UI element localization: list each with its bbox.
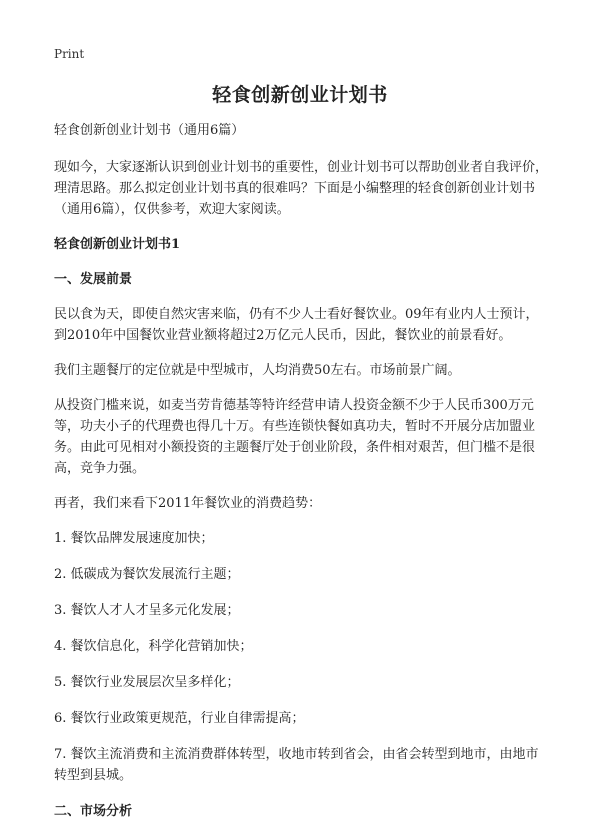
paragraph-4: 再者，我们来看下2011年餐饮业的消费趋势： — [54, 496, 322, 511]
list-item: 2. 低碳成为餐饮发展流行主题； — [54, 567, 240, 582]
list-item: 5. 餐饮行业发展层次呈多样化； — [54, 675, 240, 690]
part2-heading: 二、市场分析 — [54, 804, 133, 819]
list-item: 6. 餐饮行业政策更规范，行业自律需提高； — [54, 711, 305, 726]
list-item: 4. 餐饮信息化，科学化营销加快； — [54, 639, 253, 654]
list-item: 1. 餐饮品牌发展速度加快； — [54, 531, 214, 546]
page-title: 轻食创新创业计划书 — [212, 84, 388, 106]
list-item: 7. 餐饮主流消费和主流消费群体转型，收地市转到省会，由省会转型到地市，由地市转型到县城。 — [54, 747, 539, 783]
paragraph-2: 我们主题餐厅的定位就是中型城市，人均消费50左右。市场前景广阔。 — [54, 363, 461, 378]
part1-heading: 一、发展前景 — [54, 272, 133, 287]
paragraph-3: 从投资门槛来说，如麦当劳肯德基等特许经营申请人投资金额不少于人民币300万元等，功夫小子的代理费也得几十万。有些连锁快餐如真功夫，暂时不开展分店加盟业务。由此可见相对小额投资的主题餐厅处于创业阶段，条件相对艰苦，但门槛不是很高，竞争力强。 — [54, 398, 536, 476]
article-body — [54, 120, 548, 836]
print-link[interactable]: Print — [54, 47, 85, 61]
article-subtitle: 轻食创新创业计划书（通用6篇） — [54, 123, 245, 138]
section-heading: 轻食创新创业计划书1 — [54, 237, 181, 252]
list-item: 3. 餐饮人才人才呈多元化发展； — [54, 603, 240, 618]
intro-paragraph: 现如今，大家逐渐认识到创业计划书的重要性，创业计划书可以帮助创业者自我评价，理清思路。那么拟定创业计划书真的很难吗？下面是小编整理的轻食创新创业计划书（通用6篇），仅供参考，欢迎大家阅读。 — [54, 160, 549, 217]
paragraph-1: 民以食为天，即使自然灾害来临，仍有不少人士看好餐饮业。09年有业内人士预计，到2010年中国餐饮业营业额将超过2万亿元人民币，因此，餐饮业的前景看好。 — [54, 307, 539, 343]
